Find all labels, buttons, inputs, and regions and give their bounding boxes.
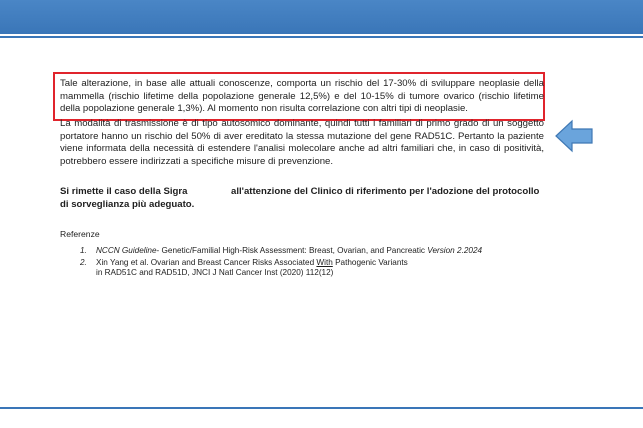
- reference-italic-tail: Version 2.2024: [427, 246, 483, 255]
- reference-number: 2.: [80, 258, 87, 267]
- conclusion-part3: di sorveglianza più adeguato.: [60, 199, 195, 210]
- reference-underlined: With: [316, 258, 333, 267]
- header-rule: [0, 36, 643, 38]
- references-list: [80, 246, 540, 280]
- left-arrow-icon: [555, 119, 593, 153]
- conclusion-part1: Si rimette il caso della Sigra: [60, 186, 188, 197]
- reference-text: - Genetic/Familial High-Risk Assessment: Breast, Ovarian, and Pancreatic: [156, 246, 428, 255]
- conclusion: [60, 185, 544, 211]
- references-title: Referenze: [60, 229, 100, 239]
- reference-text: Pathogenic Variants: [332, 258, 408, 267]
- reference-text-line2: in RAD51C and RAD51D, JNCI J Natl Cancer Inst (2020) 112(12): [96, 268, 334, 277]
- reference-text: Xin Yang et al. Ovarian and Breast Cancer Risks Associated: [96, 258, 317, 267]
- reference-item: [80, 246, 540, 256]
- reference-italic-lead: NCCN Guideline: [96, 246, 157, 255]
- body-paragraph: La modalità di trasmissione è di tipo autosomico dominante, quindi tutti i familiari di primo grado di un soggetto portatore hanno un rischio del 50% di aver ereditato la stessa mutazione del gene RAD51C. Pertanto la paziente viene informata della necessità di estendere l'analisi molecolare anche ad altri familiari che, in caso di positività, potrebbero essere indirizzati a specifiche misure di prevenzione.: [60, 118, 544, 167]
- highlighted-paragraph: Tale alterazione, in base alle attuali conoscenze, comporta un rischio del 17-30% di sviluppare neoplasie della mammella (rischio lifetime della popolazione generale 12,5%) e del 10-15% di tumore ovarico (rischio lifetime della popolazione generale 1,3%). Al momento non risulta correlazione con altri tipi di neoplasie.: [60, 78, 544, 115]
- reference-number: 1.: [80, 246, 87, 255]
- conclusion-part2: all'attenzione del Clinico di riferimento per l'adozione del protocollo: [231, 186, 540, 197]
- reference-item: [80, 258, 540, 278]
- footer-rule: [0, 407, 643, 409]
- header-bar: [0, 0, 643, 34]
